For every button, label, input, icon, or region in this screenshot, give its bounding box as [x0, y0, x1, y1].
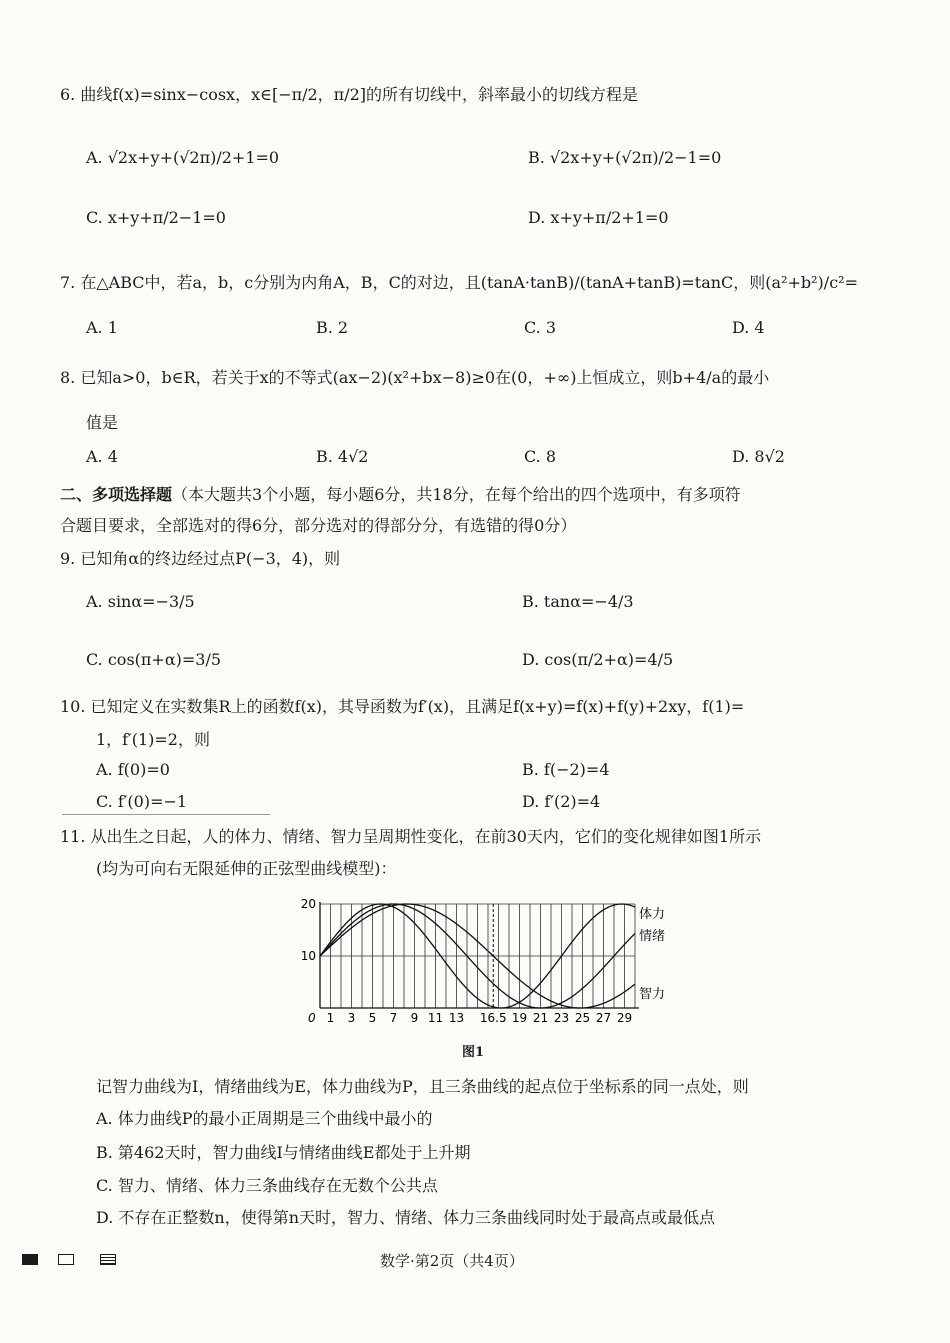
q11-intro: 记智力曲线为I，情绪曲线为E，体力曲线为P，且三条曲线的起点位于坐标系的同一点处，则 [96, 1077, 749, 1096]
chart-caption: 图1 [462, 1045, 485, 1060]
x-tick-label: 7 [389, 1011, 398, 1025]
q11-stem: 11. 从出生之日起，人的体力、情绪、智力呈周期性变化，在前30天内，它们的变化规律如图1所示 [60, 827, 762, 846]
q8-option-d: D. 8√2 [732, 447, 785, 466]
q6-option-c: C. x+y+π/2−1=0 [86, 208, 226, 227]
x-tick-label: 27 [595, 1011, 612, 1025]
q11-option-a: A. 体力曲线P的最小正周期是三个曲线中最小的 [96, 1109, 433, 1128]
section2-desc-cont: 合题目要求，全部选对的得6分，部分选对的得部分分，有选错的得0分） [60, 516, 577, 535]
q8-option-c: C. 8 [524, 447, 557, 466]
chart-gridlines [320, 904, 635, 1008]
chart-axes [320, 902, 639, 1008]
x-tick-label: 13 [448, 1011, 465, 1025]
x-tick-label: 5 [368, 1011, 377, 1025]
x-tick-label: 9 [410, 1011, 419, 1025]
legend-label: 智力 [639, 987, 666, 1002]
x-tick-label: 1 [326, 1011, 335, 1025]
q9-option-a: A. sinα=−3/5 [86, 592, 195, 611]
x-tick-label: 19 [511, 1011, 528, 1025]
square-striped-icon [100, 1254, 116, 1265]
x-tick-label: 0 [308, 1011, 316, 1025]
q6-option-b: B. √2x+y+(√2π)/2−1=0 [528, 148, 722, 167]
q7-option-d: D. 4 [732, 318, 765, 337]
q8-stem-cont: 值是 [86, 413, 119, 432]
q8-option-a: A. 4 [86, 447, 118, 466]
q11-option-c: C. 智力、情绪、体力三条曲线存在无数个公共点 [96, 1176, 438, 1195]
legend-label: 体力 [639, 907, 666, 922]
q11-stem-cont: (均为可向右无限延伸的正弦型曲线模型)： [96, 859, 397, 878]
x-tick-label: 25 [574, 1011, 591, 1025]
q10-stem-cont: 1，f′(1)=2，则 [96, 730, 210, 749]
x-tick-label: 21 [532, 1011, 549, 1025]
q9-option-b: B. tanα=−4/3 [522, 592, 634, 611]
x-tick-label: 29 [616, 1011, 633, 1025]
stray-rule [62, 814, 270, 815]
q9-stem: 9. 已知角α的终边经过点P(−3，4)，则 [60, 549, 341, 568]
y-tick-label: 10 [300, 949, 316, 963]
q10-option-a: A. f(0)=0 [96, 760, 170, 779]
q7-option-b: B. 2 [316, 318, 349, 337]
page-footer: 数学·第2页（共4页） [380, 1252, 524, 1270]
x-tick-label: 3 [347, 1011, 356, 1025]
y-tick-label: 20 [300, 897, 316, 911]
q11-option-d: D. 不存在正整数n，使得第n天时，智力、情绪、体力三条曲线同时处于最高点或最低点 [96, 1208, 716, 1227]
q9-option-c: C. cos(π+α)=3/5 [86, 650, 222, 669]
q6-option-a: A. √2x+y+(√2π)/2+1=0 [86, 148, 280, 167]
x-tick-label: 23 [553, 1011, 570, 1025]
section2-desc: （本大题共3个小题，每小题6分，共18分，在每个给出的四个选项中，有多项符 [172, 485, 741, 504]
q10-stem: 10. 已知定义在实数集R上的函数f(x)，其导函数为f′(x)，且满足f(x+y)=f(x)+f(y)+2xy，f(1)= [60, 697, 745, 716]
x-tick-label: 16.5 [479, 1011, 507, 1025]
q7-option-c: C. 3 [524, 318, 557, 337]
square-filled-icon [22, 1254, 38, 1265]
q10-option-d: D. f′(2)=4 [522, 792, 601, 811]
q8-option-b: B. 4√2 [316, 447, 369, 466]
q10-option-b: B. f(−2)=4 [522, 760, 610, 779]
biorhythm-chart [290, 890, 680, 1030]
q6-option-d: D. x+y+π/2+1=0 [528, 208, 669, 227]
section2-title: 二、多项选择题 [60, 485, 173, 504]
q6-stem: 6. 曲线f(x)=sinx−cosx，x∈[−π/2，π/2]的所有切线中，斜率最小的切线方程是 [60, 85, 639, 104]
q9-option-d: D. cos(π/2+α)=4/5 [522, 650, 674, 669]
legend-label: 情绪 [639, 929, 666, 944]
q7-option-a: A. 1 [86, 318, 118, 337]
section2-header [60, 482, 741, 505]
q11-option-b: B. 第462天时，智力曲线I与情绪曲线E都处于上升期 [96, 1143, 471, 1162]
square-outline-icon [58, 1254, 74, 1265]
q10-option-c: C. f′(0)=−1 [96, 792, 188, 811]
x-tick-label: 11 [427, 1011, 444, 1025]
q8-stem: 8. 已知a>0，b∈R，若关于x的不等式(ax−2)(x²+bx−8)≥0在(0，+∞)上恒成立，则b+4/a的最小 [60, 368, 770, 387]
q7-stem: 7. 在△ABC中，若a，b，c分别为内角A，B，C的对边，且(tanA·tanB)/(tanA+tanB)=tanC，则(a²+b²)/c²= [60, 273, 858, 292]
